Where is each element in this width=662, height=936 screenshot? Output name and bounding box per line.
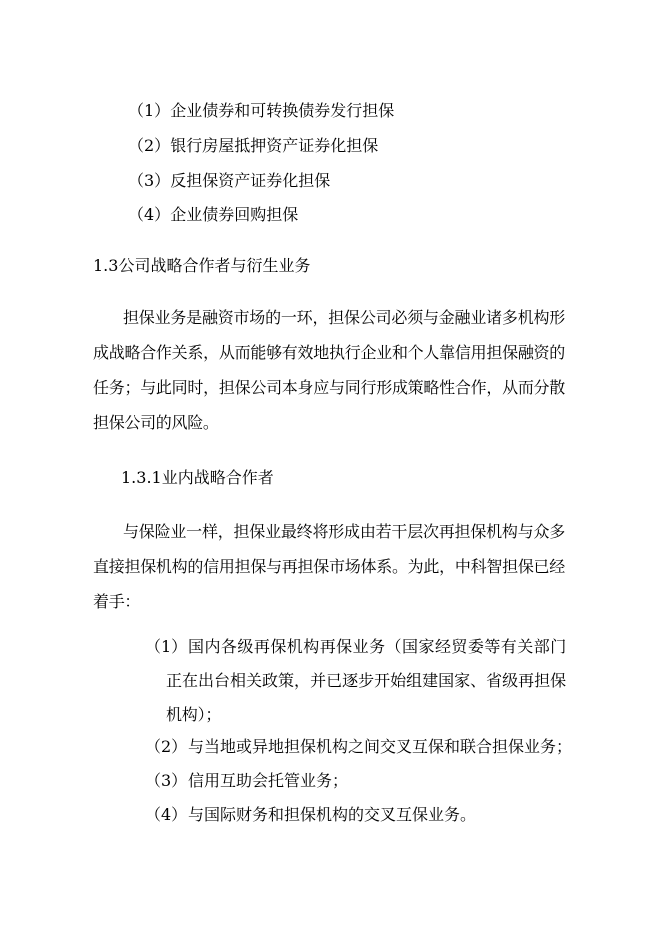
list-b-item-text: 国内各级再保机构再保业务（国家经贸委等有关部门正在出台相关政策，并已逐步开始组建国家、省级再担保机构）； [166,637,566,724]
list-a-item-3 [128,171,330,191]
list-a-item-text: 反担保资产证券化担保 [170,171,331,190]
list-a-item-4 [128,205,298,225]
section-heading-1-3-1: 1.3.1业内战略合作者 [121,468,274,487]
list-a-item-text: 企业债券回购担保 [170,205,299,224]
list-a-item-text: 银行房屋抵押资产证券化担保 [170,136,379,155]
list-b-item-number: （3） [145,771,188,790]
list-a-item-number: （2） [128,136,171,155]
list-b-item-1 [145,630,565,732]
section-heading-1-3: 1.3公司战略合作者与衍生业务 [93,256,311,275]
list-b-item-text: 信用互助会托管业务； [188,771,349,790]
list-b-item-text: 与当地或异地担保机构之间交叉互保和联合担保业务； [188,737,573,756]
paragraph-1: 担保业务是融资市场的一环，担保公司必须与金融业诸多机构形成战略合作关系，从而能够有效地执行企业和个人靠信用担保融资的任务；与此同时，担保公司本身应与同行形成策略性合作，从而分散担保公司的风险。 [93,308,565,432]
list-a-item-number: （1） [128,101,171,120]
list-a-item-number: （4） [128,205,171,224]
list-a-item-text: 企业债券和可转换债券发行担保 [170,101,395,120]
paragraph-2: 与保险业一样，担保业最终将形成由若干层次再担保机构与众多直接担保机构的信用担保与再担保市场体系。为此，中科智担保已经着手： [93,522,565,611]
list-a-item-2 [128,136,378,156]
list-b-item-number: （2） [145,737,188,756]
list-a-item-1 [128,101,394,121]
list-b-item-number: （1） [145,637,188,656]
list-a-item-number: （3） [128,171,171,190]
list-b-item-text: 与国际财务和担保机构的交叉互保业务。 [188,805,477,824]
list-b-item-number: （4） [145,805,188,824]
